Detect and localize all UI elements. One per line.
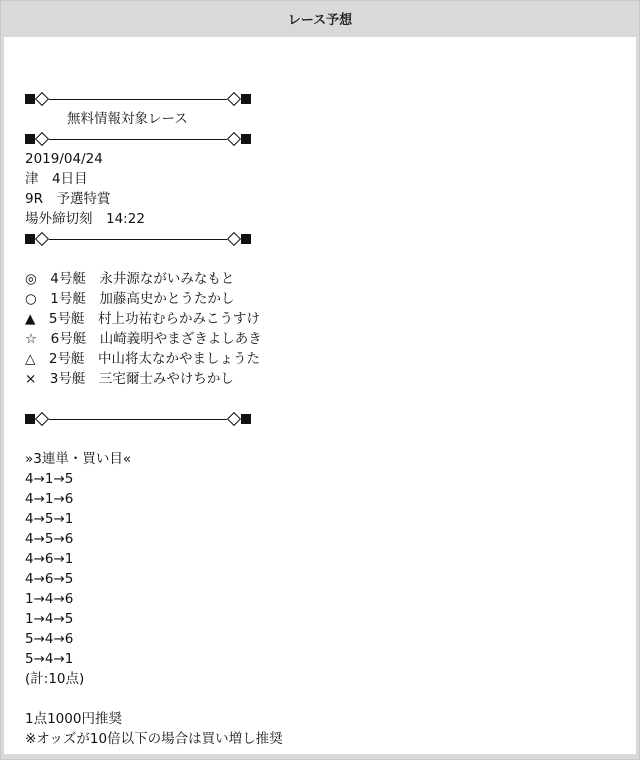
prediction-row: ○ 1号艇 加藤高史かとうたかし [25,291,235,307]
race-info [25,69,283,749]
diamond-icon [35,92,49,106]
race-name: 9R 予選特賞 [25,191,111,207]
bet-combo: 4→1→5 [25,471,74,487]
square-icon [25,94,35,104]
diamond-icon [227,232,241,246]
divider [25,229,283,249]
content-panel [4,37,636,754]
free-info-label: 無料情報対象レース [67,111,188,127]
divider [25,409,283,429]
square-icon [241,414,251,424]
prediction-row: △ 2号艇 中山将太なかやましょうた [25,351,260,367]
race-date: 2019/04/24 [25,151,103,167]
diamond-icon [227,132,241,146]
stake-note: 1点1000円推奨 [25,711,122,727]
square-icon [25,414,35,424]
race-venue-day: 津 4日目 [25,171,88,187]
bet-combo: 4→6→5 [25,571,74,587]
bets-title: »3連単・買い目« [25,451,132,467]
bet-combo: 4→6→1 [25,551,74,567]
bet-combo: 1→4→5 [25,611,74,627]
prediction-row: ▲ 5号艇 村上功祐むらかみこうすけ [25,311,260,327]
prediction-row: ☆ 6号艇 山崎義明やまざきよしあき [25,331,262,347]
bets-total: (計:10点) [25,671,85,687]
prediction-row: ◎ 4号艇 永井源ながいみなもと [25,271,235,287]
diamond-icon [227,92,241,106]
square-icon [25,234,35,244]
square-icon [241,234,251,244]
square-icon [25,134,35,144]
prediction-row: × 3号艇 三宅爾士みやけちかし [25,371,234,387]
divider [25,129,283,149]
bet-combo: 5→4→1 [25,651,74,667]
bet-combo: 4→1→6 [25,491,74,507]
diamond-icon [35,412,49,426]
bet-combo: 4→5→6 [25,531,74,547]
diamond-icon [35,132,49,146]
bet-combo: 1→4→6 [25,591,74,607]
divider [25,89,283,109]
odds-note: ※オッズが10倍以下の場合は買い増し推奨 [25,731,283,747]
square-icon [241,94,251,104]
diamond-icon [227,412,241,426]
race-deadline: 場外締切刻 14:22 [25,211,145,227]
diamond-icon [35,232,49,246]
bet-combo: 5→4→6 [25,631,74,647]
square-icon [241,134,251,144]
header-bar [1,1,639,35]
page-title: レース予想 [287,12,353,28]
bet-combo: 4→5→1 [25,511,74,527]
